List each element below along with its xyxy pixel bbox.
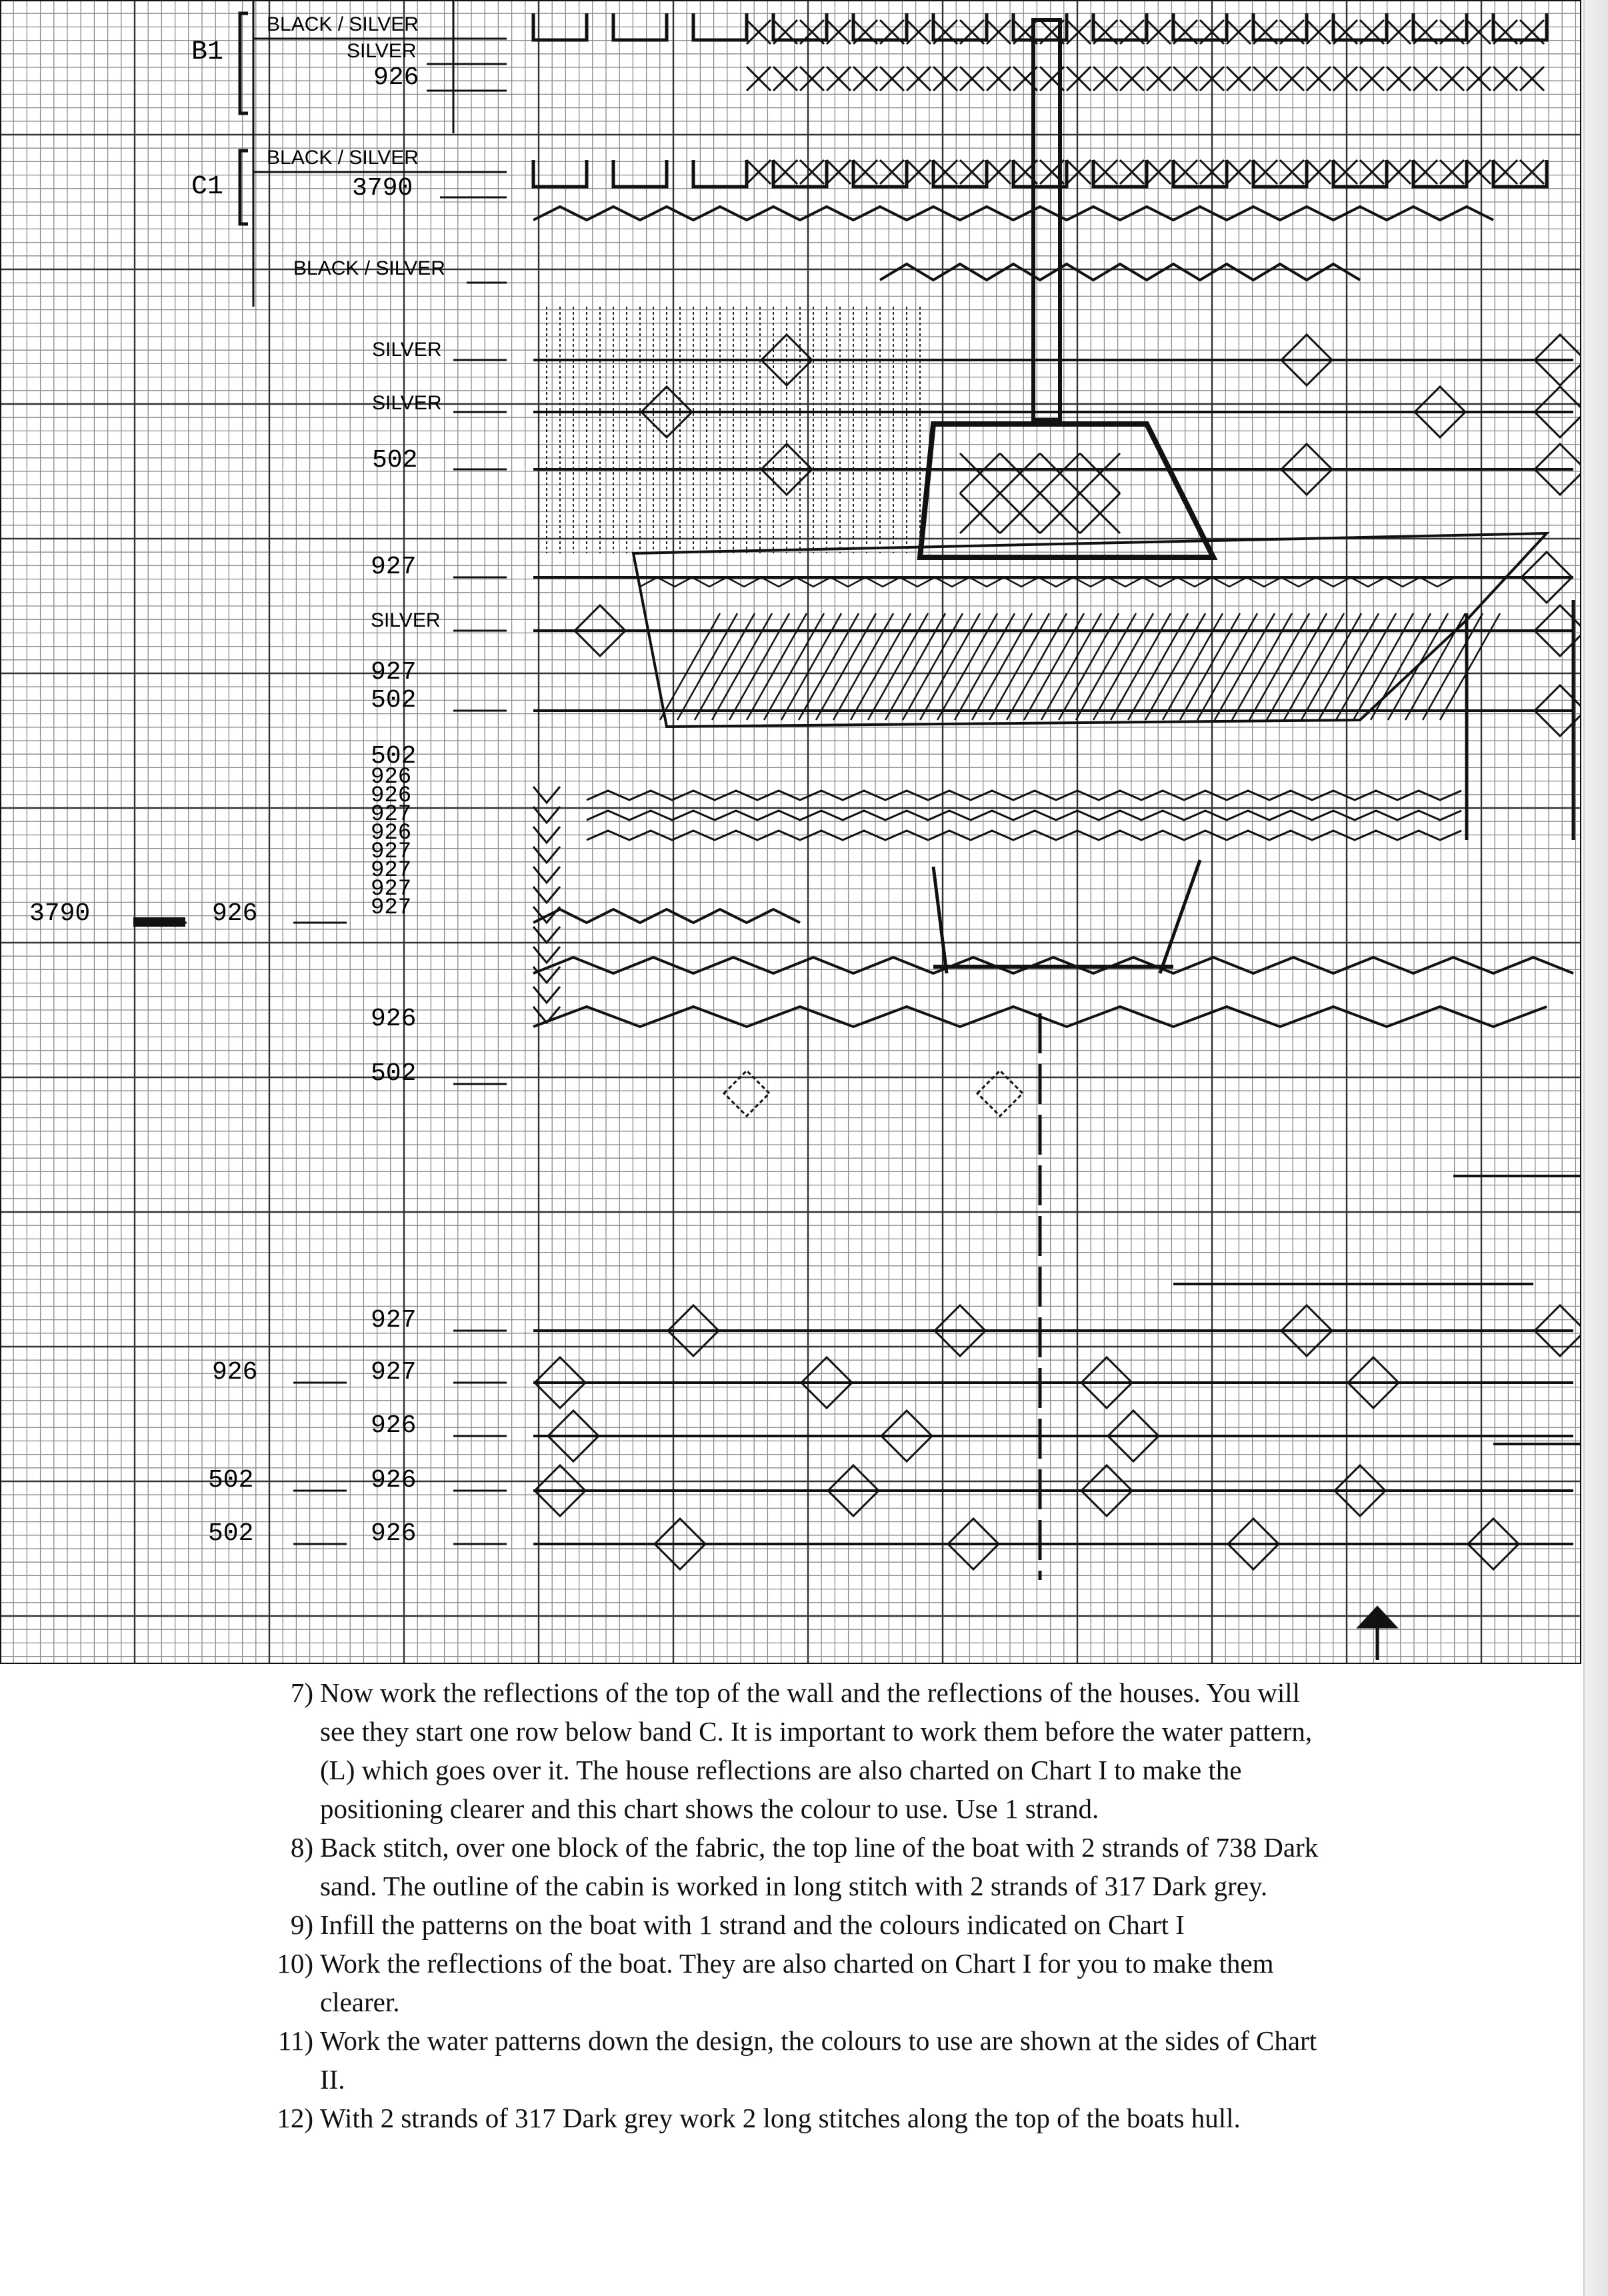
instruction-list (253, 1673, 1320, 2137)
row-label: 927 (371, 858, 412, 883)
side-label: 926 (212, 899, 258, 928)
chevron-stitch (533, 867, 560, 883)
stitch-line (533, 207, 1493, 220)
cross-stitch (1307, 67, 1331, 91)
cross-stitch (1387, 160, 1411, 184)
row-label: 926 (371, 1411, 417, 1440)
row-label: SILVER (347, 40, 417, 62)
cross-stitch (1520, 67, 1544, 91)
instruction-item (253, 2099, 1320, 2137)
row-label: 926 (371, 783, 412, 809)
cross-stitch (987, 160, 1011, 184)
row-label: SILVER (372, 339, 442, 361)
edge-stitch (1467, 600, 1573, 840)
cross-stitch (747, 160, 771, 184)
row-label: 926 (371, 1519, 417, 1548)
cross-stitch (880, 160, 904, 184)
row-label: 502 (371, 686, 417, 715)
instruction-text: Work the reflections of the boat. They are also charted on Chart I for you to make them clearer. (320, 1948, 1274, 2017)
cross-stitch (1493, 67, 1517, 91)
side-label: 926 (212, 1358, 258, 1387)
cross-stitch (1307, 160, 1331, 184)
color-swatch-mark (133, 917, 185, 927)
cross-stitch (960, 493, 1000, 533)
cross-stitch (907, 67, 931, 91)
row-label: 502 (371, 1059, 417, 1088)
band-stitch (693, 160, 747, 187)
cross-stitch (1440, 160, 1464, 184)
row-label: 927 (371, 1358, 417, 1387)
cross-stitch (1080, 493, 1120, 533)
cross-stitch (1520, 160, 1544, 184)
cross-stitch (1467, 160, 1491, 184)
instruction-item (253, 1673, 1320, 1828)
instruction-text: Infill the patterns on the boat with 1 strand and the colours indicated on Chart I (320, 1909, 1185, 1940)
row-label: 502 (372, 446, 418, 475)
cross-stitch (1147, 160, 1171, 184)
cross-stitch (1253, 67, 1277, 91)
instruction-number: 9) (290, 1909, 313, 1940)
cross-stitch (1040, 453, 1080, 493)
stitch-line (587, 811, 1461, 820)
stitch-line (880, 264, 1360, 280)
row-label: 502 (371, 742, 417, 771)
instruction-item (253, 1828, 1320, 1905)
cross-stitch (1040, 493, 1080, 533)
cross-stitch (987, 67, 1011, 91)
stitch-line (587, 791, 1461, 800)
chevron-stitch (533, 807, 560, 823)
row-label: 927 (371, 877, 412, 902)
chevron-stitch (533, 947, 560, 963)
row-label: SILVER (371, 609, 441, 631)
instruction-number: 8) (290, 1832, 313, 1863)
cross-stitch (1493, 160, 1517, 184)
row-label: 3790 (352, 174, 413, 203)
cross-stitch (773, 160, 797, 184)
cross-stitch (800, 67, 824, 91)
side-label: 3790 (29, 899, 91, 928)
cross-stitch (1333, 160, 1357, 184)
cross-stitch (1360, 67, 1384, 91)
cross-stitch (747, 67, 771, 91)
cross-stitch (960, 453, 1000, 493)
row-label: BLACK / SILVER (267, 13, 419, 35)
cross-stitch (907, 160, 931, 184)
row-label: 926 (371, 1005, 417, 1033)
row-label: BLACK / SILVER (267, 147, 419, 169)
instruction-text: Now work the reflections of the top of the wall and the reflections of the houses. You will see they start one row below band C. It is important to work them before the water pattern, (L) which goes over it. The house reflections are also charted on Chart I to make the positioning clearer and this chart shows the colour to use. Use 1 strand. (320, 1677, 1313, 1824)
row-label: SILVER (372, 392, 442, 414)
cross-stitch (1147, 67, 1171, 91)
band-label-c1: C1 (191, 172, 224, 202)
cross-stitch (1387, 67, 1411, 91)
row-label: 926 (373, 63, 419, 92)
cross-stitch (827, 67, 851, 91)
row-label: 926 (371, 1466, 417, 1495)
row-label: 927 (371, 658, 417, 687)
cross-stitch (1413, 160, 1437, 184)
cross-stitch (1000, 493, 1040, 533)
row-label: 927 (371, 802, 412, 827)
cross-stitch (1093, 160, 1117, 184)
cross-stitch (1360, 160, 1384, 184)
cross-stitch (853, 160, 877, 184)
cross-stitch (1440, 67, 1464, 91)
instruction-number: 7) (290, 1677, 313, 1708)
instruction-text: Work the water patterns down the design, the colours to use are shown at the sides of Chart II. (320, 2025, 1317, 2095)
instruction-text: Back stitch, over one block of the fabric, the top line of the boat with 2 strands of 738 Dark sand. The outline of the cabin is worked in long stitch with 2 strands of 317 Dark grey. (320, 1832, 1319, 1901)
row-label: 927 (371, 553, 417, 581)
band-bracket (240, 13, 248, 113)
cross-stitch (1333, 67, 1357, 91)
side-label: 502 (208, 1466, 254, 1495)
instruction-number: 11) (277, 2025, 313, 2056)
cross-stitch (1120, 160, 1144, 184)
cross-stitch (827, 160, 851, 184)
row-label: 926 (371, 821, 412, 846)
band-label-b1: B1 (191, 37, 224, 67)
cross-stitch (1093, 67, 1117, 91)
row-label: 927 (371, 895, 412, 921)
instruction-item (253, 1905, 1320, 1944)
instruction-item (253, 2021, 1320, 2099)
cross-stitch (880, 67, 904, 91)
row-label: BLACK / SILVER (293, 257, 445, 279)
cross-stitch (1067, 160, 1091, 184)
cross-stitch (1120, 67, 1144, 91)
paper-edge (1583, 0, 1608, 2296)
cross-stitch (960, 160, 984, 184)
cross-stitch (1280, 160, 1304, 184)
row-label: 927 (371, 1306, 417, 1335)
chevron-stitch (533, 987, 560, 1003)
cross-stitch (1067, 67, 1091, 91)
cross-stitch (1280, 67, 1304, 91)
cross-stitch (853, 67, 877, 91)
cross-stitch (960, 67, 984, 91)
cross-stitch (933, 160, 957, 184)
instruction-number: 10) (277, 1948, 313, 1979)
cross-stitch (1413, 67, 1437, 91)
instruction-text: With 2 strands of 317 Dark grey work 2 long stitches along the top of the boats hull. (320, 2103, 1241, 2133)
chevron-stitch (533, 847, 560, 863)
cross-stitch (773, 67, 797, 91)
cross-stitch (1080, 453, 1120, 493)
band-stitch (613, 160, 667, 187)
instruction-number: 12) (277, 2103, 313, 2133)
instruction-item (253, 1944, 1320, 2021)
side-label: 502 (208, 1519, 254, 1548)
cross-stitch (1467, 67, 1491, 91)
cross-stitch (800, 160, 824, 184)
row-label: 927 (371, 839, 412, 865)
cross-stitch (933, 67, 957, 91)
cross-stitch (1000, 453, 1040, 493)
cross-stitch (1253, 160, 1277, 184)
row-label: 926 (371, 765, 412, 790)
